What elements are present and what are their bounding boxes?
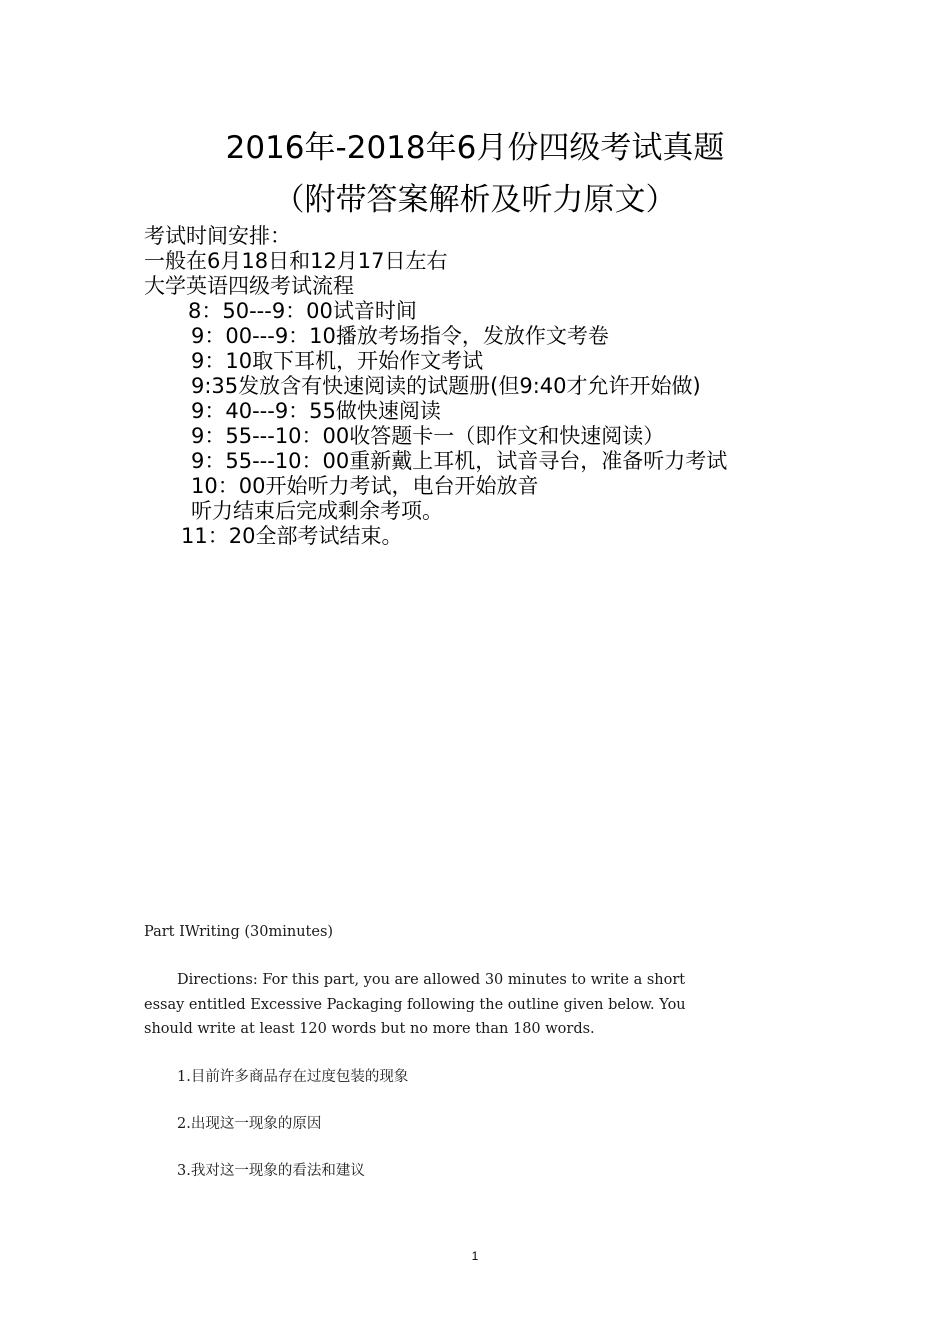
schedule-step: 11：20全部考试结束。 — [181, 524, 403, 548]
directions-line: should write at least 120 words but no more than 180 words. — [144, 1021, 595, 1037]
exam-date-note: 一般在6月18日和12月17日左右 — [144, 249, 448, 273]
outline-item: 3.我对这一现象的看法和建议 — [177, 1162, 365, 1179]
schedule-step: 9：55---10：00重新戴上耳机，试音寻台，准备听力考试 — [191, 449, 728, 473]
writing-part-title: Part ⅠWriting (30minutes) — [144, 924, 334, 940]
page-number: 1 — [471, 1249, 479, 1263]
schedule-heading: 考试时间安排： — [144, 224, 291, 248]
schedule-step: 10：00开始听力考试，电台开始放音 — [191, 474, 539, 498]
document-title: 2016年-2018年6月份四级考试真题 — [225, 130, 725, 166]
schedule-step: 听力结束后完成剩余考项。 — [191, 499, 443, 523]
directions-line: Directions: For this part, you are allowed 30 minutes to write a short — [177, 972, 686, 988]
process-title: 大学英语四级考试流程 — [144, 274, 354, 298]
exam-schedule — [144, 224, 844, 549]
document-subtitle: （附带答案解析及听力原文） — [273, 182, 677, 218]
directions-line: essay entitled Excessive Packaging following the outline given below. You — [144, 996, 686, 1013]
schedule-step: 9：00---9：10播放考场指令，发放作文考卷 — [191, 324, 609, 348]
schedule-step: 9：10取下耳机，开始作文考试 — [191, 349, 484, 373]
writing-section — [144, 920, 784, 1183]
outline-item: 2.出现这一现象的原因 — [177, 1115, 322, 1132]
schedule-step: 9：55---10：00收答题卡一（即作文和快速阅读） — [191, 424, 665, 448]
outline-item: 1.目前许多商品存在过度包装的现象 — [177, 1068, 409, 1085]
schedule-step: 9：40---9：55做快速阅读 — [191, 399, 441, 423]
schedule-step: 9:35发放含有快速阅读的试题册(但9:40才允许开始做) — [191, 374, 701, 398]
schedule-step: 8：50---9：00试音时间 — [188, 299, 417, 323]
writing-directions — [144, 968, 784, 1042]
